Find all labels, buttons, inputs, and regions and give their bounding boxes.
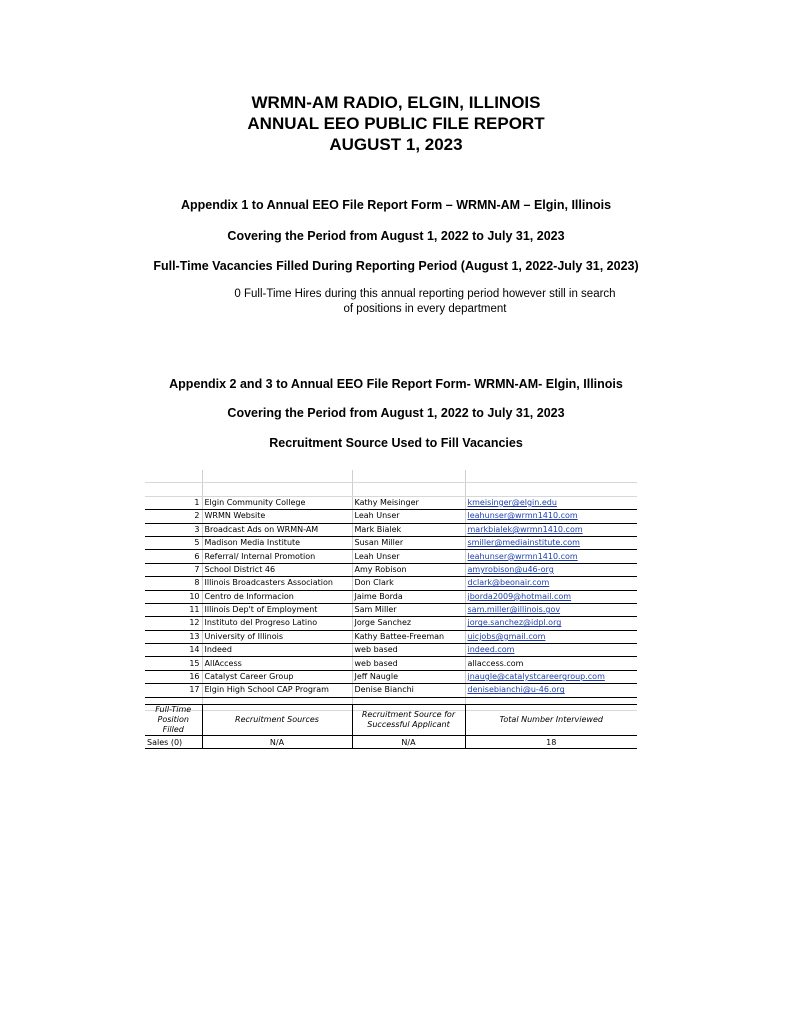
- source-number: 16: [145, 670, 202, 683]
- source-contact: Denise Bianchi: [352, 684, 465, 697]
- source-number: 5: [145, 536, 202, 549]
- source-number: 7: [145, 563, 202, 576]
- source-name: School District 46: [202, 563, 352, 576]
- table-row: [145, 657, 637, 670]
- source-contact: Amy Robison: [352, 563, 465, 576]
- source-contact: Jorge Sanchez: [352, 617, 465, 630]
- source-email[interactable]: jnaugle@catalystcareergroup.com: [465, 670, 637, 683]
- source-email[interactable]: leahunser@wrmn1410.com: [465, 550, 637, 563]
- source-contact: Sam Miller: [352, 603, 465, 616]
- source-number: 1: [145, 496, 202, 509]
- source-number: 15: [145, 657, 202, 670]
- report-date: AUGUST 1, 2023: [329, 135, 463, 154]
- table-row: [145, 510, 637, 523]
- appendix1-period: Covering the Period from August 1, 2022 to July 31, 2023: [227, 229, 565, 243]
- successful-source-cell: N/A: [352, 736, 465, 749]
- summary-row: [145, 736, 637, 749]
- recruitment-sources-body: [145, 470, 637, 711]
- source-contact: Susan Miller: [352, 536, 465, 549]
- source-email[interactable]: amyrobison@u46-org: [465, 563, 637, 576]
- table-row: [145, 563, 637, 576]
- source-contact: Mark Bialek: [352, 523, 465, 536]
- header-total-interviewed: Total Number Interviewed: [465, 705, 637, 736]
- source-email[interactable]: jorge.sanchez@idpl.org: [465, 617, 637, 630]
- table-row: [145, 496, 637, 509]
- recruitment-heading: Recruitment Source Used to Fill Vacancies: [269, 436, 523, 450]
- appendix1-title: Appendix 1 to Annual EEO File Report Form – WRMN-AM – Elgin, Illinois: [180, 198, 612, 212]
- source-number: 8: [145, 577, 202, 590]
- source-contact: Kathy Meisinger: [352, 496, 465, 509]
- source-contact: Jaime Borda: [352, 590, 465, 603]
- source-name: Referral/ Internal Promotion: [202, 550, 352, 563]
- recruitment-sources-table: [145, 470, 637, 711]
- source-number: 12: [145, 617, 202, 630]
- table-row: [145, 644, 637, 657]
- source-number: 6: [145, 550, 202, 563]
- source-name: Catalyst Career Group: [202, 670, 352, 683]
- source-number: 3: [145, 523, 202, 536]
- source-contact: Jeff Naugle: [352, 670, 465, 683]
- source-email[interactable]: dclark@beonair.com: [465, 577, 637, 590]
- source-contact: Leah Unser: [352, 510, 465, 523]
- source-contact: web based: [352, 644, 465, 657]
- source-email[interactable]: smiller@mediainstitute.com: [465, 536, 637, 549]
- table-row: [145, 590, 637, 603]
- source-name: AllAccess: [202, 657, 352, 670]
- source-contact: Don Clark: [352, 577, 465, 590]
- table-spacer-row: [145, 470, 637, 483]
- total-interviewed-cell: 18: [465, 736, 637, 749]
- source-name: University of Illinois: [202, 630, 352, 643]
- source-name: Centro de Informacion: [202, 590, 352, 603]
- header-successful-source: Recruitment Source for Successful Applicant: [352, 705, 465, 736]
- source-email[interactable]: kmeisinger@elgin.edu: [465, 496, 637, 509]
- source-name: Illinois Dep't of Employment: [202, 603, 352, 616]
- source-number: 17: [145, 684, 202, 697]
- table-spacer-row: [145, 483, 637, 496]
- source-number: 10: [145, 590, 202, 603]
- appendix23-period: Covering the Period from August 1, 2022 to July 31, 2023: [227, 406, 565, 420]
- report-name: ANNUAL EEO PUBLIC FILE REPORT: [247, 114, 545, 133]
- report-title: [0, 92, 792, 155]
- table-row: [145, 523, 637, 536]
- source-email[interactable]: sam.miller@illinois.gov: [465, 603, 637, 616]
- source-email[interactable]: indeed.com: [465, 644, 637, 657]
- source-name: Illinois Broadcasters Association: [202, 577, 352, 590]
- table-row: [145, 577, 637, 590]
- table-row: [145, 670, 637, 683]
- source-name: Elgin High School CAP Program: [202, 684, 352, 697]
- position-filled-cell: Sales (0): [145, 736, 202, 749]
- source-number: 2: [145, 510, 202, 523]
- source-number: 11: [145, 603, 202, 616]
- table-row: [145, 536, 637, 549]
- source-email[interactable]: jborda2009@hotmail.com: [465, 590, 637, 603]
- appendix23-title: Appendix 2 and 3 to Annual EEO File Report Form- WRMN-AM- Elgin, Illinois: [169, 377, 623, 391]
- hires-note-line1: 0 Full-Time Hires during this annual reporting period however still in search: [234, 288, 616, 300]
- table-row: [145, 684, 637, 697]
- recruitment-sources-cell: N/A: [202, 736, 352, 749]
- source-contact: Kathy Battee-Freeman: [352, 630, 465, 643]
- header-recruitment-sources: Recruitment Sources: [202, 705, 352, 736]
- table-row: [145, 550, 637, 563]
- table-row: [145, 630, 637, 643]
- station-title: WRMN-AM RADIO, ELGIN, ILLINOIS: [251, 93, 541, 112]
- source-contact: Leah Unser: [352, 550, 465, 563]
- hires-note: [205, 287, 645, 317]
- source-email[interactable]: leahunser@wrmn1410.com: [465, 510, 637, 523]
- source-name: Indeed: [202, 644, 352, 657]
- vacancy-summary-table: [145, 704, 637, 749]
- source-contact: web based: [352, 657, 465, 670]
- source-name: Instituto del Progreso Latino: [202, 617, 352, 630]
- hires-note-line2: of positions in every department: [343, 303, 507, 315]
- source-name: WRMN Website: [202, 510, 352, 523]
- source-number: 13: [145, 630, 202, 643]
- source-name: Elgin Community College: [202, 496, 352, 509]
- source-number: 14: [145, 644, 202, 657]
- vacancies-heading: Full-Time Vacancies Filled During Reporting Period (August 1, 2022-July 31, 2023): [153, 259, 639, 273]
- table-row: [145, 603, 637, 616]
- source-email[interactable]: denisebianchi@u-46.org: [465, 684, 637, 697]
- table-row: [145, 617, 637, 630]
- source-name: Madison Media Institute: [202, 536, 352, 549]
- source-email[interactable]: uicjobs@gmail.com: [465, 630, 637, 643]
- summary-header-row: [145, 705, 637, 736]
- source-email[interactable]: markbialek@wrmn1410.com: [465, 523, 637, 536]
- header-position-filled: Full-Time Position Filled: [145, 705, 202, 736]
- source-name: Broadcast Ads on WRMN-AM: [202, 523, 352, 536]
- source-email[interactable]: allaccess.com: [465, 657, 637, 670]
